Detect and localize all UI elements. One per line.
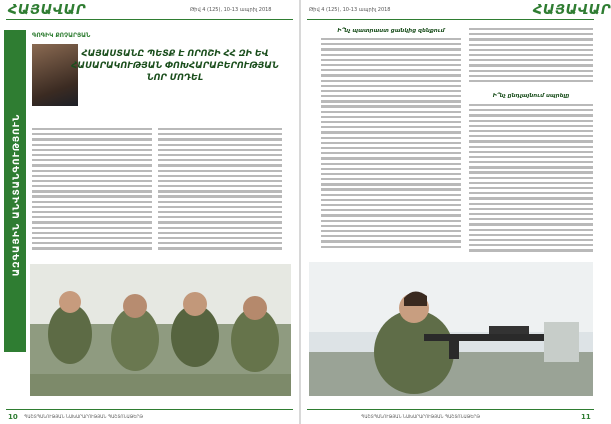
soldiers-photo-illustration <box>30 264 291 396</box>
issue-info: Թիվ 4 (125), 10-13 ապրիլ 2018 <box>309 7 391 13</box>
article-headline: ՀԱՅԱՍՏԱՆԸ ՊԵՏՔ Է ՈՐՈՇԻ ՀՀ ԶԻ ԵՎ ՀԱՍԱՐԱԿՈՒԹՅԱՆ ՓՈԽՀԱՐԱԲԵՐՈՒԹՅԱՆ ՆՈՐ ՄՈԴԵԼ <box>71 49 279 83</box>
footer-text-left: ՊԱՇՏՊԱՆՈՒԹՅԱՆ ՆԱԽԱՐԱՐՈՒԹՅԱՆ ՊԱՇՏՈՆԱԹԵՐԹ <box>24 414 143 419</box>
section-tab <box>4 30 26 352</box>
page-number-right: 11 <box>581 413 591 421</box>
magazine-logo: ՀԱՅԱՎԱՐ <box>8 3 87 18</box>
subheading-2: Ի՞նչ ընդլայնում սպրելը <box>492 93 570 99</box>
magazine-logo: ՀԱՅԱՎԱՐ <box>533 3 611 18</box>
article-author: ԳՈԳԻԿ ՔՈՉԱՐՅԱՆ <box>32 32 91 39</box>
left-page <box>0 0 299 424</box>
page-number-left: 10 <box>8 413 18 421</box>
section-tab-label: ԱԶԳԱՅԻՆ ԱՆՎՏԱՆԳՈՒԹՅՈՒՆ <box>12 113 22 277</box>
right-page <box>301 0 611 424</box>
soldiers-photo <box>30 264 291 396</box>
header-rule <box>307 19 594 20</box>
text-column-4 <box>469 28 593 90</box>
footer-rule <box>6 409 293 410</box>
soldier-rifle-photo <box>309 262 593 396</box>
text-column-2 <box>158 128 282 258</box>
text-column-5 <box>469 104 593 256</box>
footer-text-right: ՊԱՇՏՊԱՆՈՒԹՅԱՆ ՆԱԽԱՐԱՐՈՒԹՅԱՆ ՊԱՇՏՈՆԱԹԵՐԹ <box>361 414 480 419</box>
text-column-3 <box>321 38 461 256</box>
subheading-1: Ի՞նչ պատրաստ ցանկից զենքում <box>337 28 445 34</box>
header-rule <box>6 19 293 20</box>
soldier-rifle-photo-illustration <box>309 262 593 396</box>
issue-info: Թիվ 4 (125), 10-13 ապրիլ 2018 <box>190 7 272 13</box>
footer-rule <box>307 409 594 410</box>
text-column-1 <box>32 128 152 258</box>
